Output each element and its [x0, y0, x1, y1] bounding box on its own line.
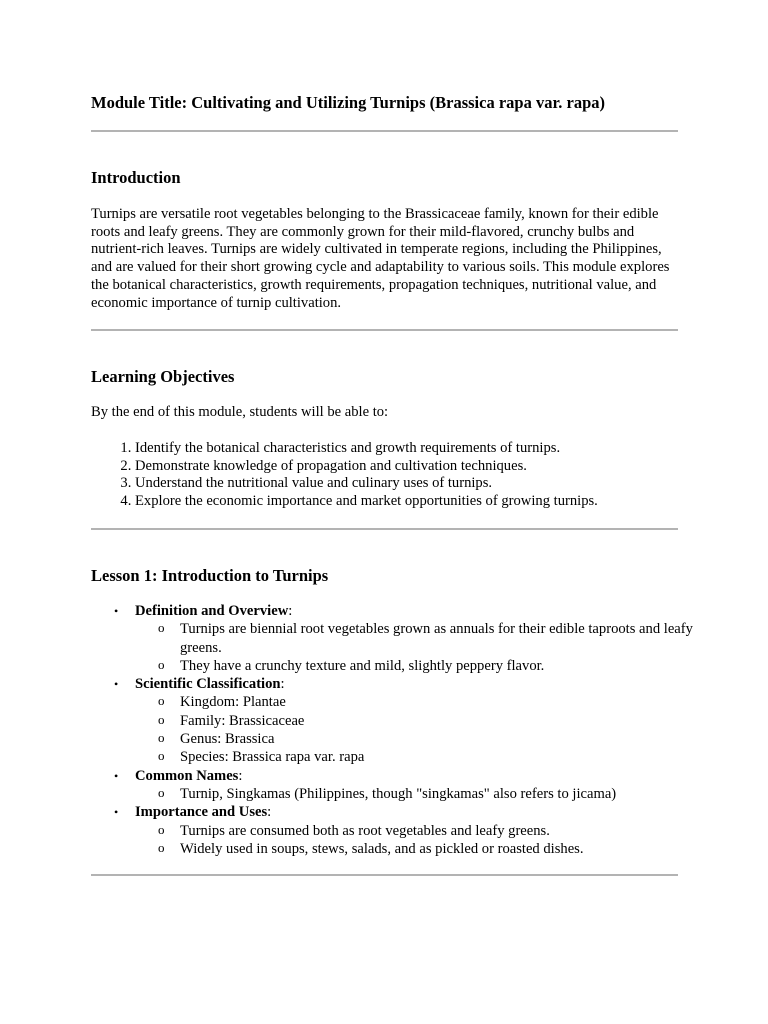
sub-item: [158, 711, 722, 730]
sub-item-text: Genus: Brassica: [180, 731, 275, 748]
sub-item-text: Turnips are biennial root vegetables grown as annuals for their edible taproots and leafy greens.: [180, 621, 693, 656]
sub-item: [158, 748, 722, 766]
lesson-topic: [114, 767, 722, 804]
introduction-text: Turnips are versatile root vegetables belonging to the Brassicaceae family, known for their edible roots and leafy greens. They are commonly grown for their mild-flavored, crunchy bulbs and nutrient-rich leaves. Turnips are widely cultivated in temperate regions, including the Philippines, and are valued for their short growing cycle and adaptability to various soils. This module explores the botanical characteristics, growth requirements, propagation techniques, nutritional value, and economic importance of turnip cultivation.: [91, 206, 670, 311]
bullet-icon: •: [114, 677, 119, 692]
bullet-icon: •: [114, 805, 119, 820]
topic-sublist: [135, 693, 722, 766]
divider: [91, 329, 678, 331]
sub-bullet-icon: o: [158, 693, 165, 709]
divider: [91, 874, 678, 876]
sub-item: [158, 620, 722, 657]
sub-item-text: Family: Brassicaceae: [180, 712, 305, 729]
topic-colon: :: [280, 676, 285, 693]
objective-item: 2. Demonstrate knowledge of propagation and cultivation techniques.: [135, 458, 722, 476]
topic-sublist: [135, 822, 722, 859]
topic-title: Importance and Uses: [135, 804, 268, 821]
sub-item: [158, 821, 722, 840]
sub-item-text: Kingdom: Plantae: [180, 694, 286, 711]
topic-sublist: [135, 785, 722, 803]
sub-bullet-icon: o: [158, 620, 165, 636]
sub-bullet-icon: o: [158, 656, 165, 672]
lesson1-list: [91, 602, 722, 858]
objective-item: 4. Explore the economic importance and market opportunities of growing turnips.: [135, 493, 722, 511]
lesson1-heading: Lesson 1: Introduction to Turnips: [91, 566, 329, 585]
lesson-topic: [114, 602, 722, 675]
sub-item-text: They have a crunchy texture and mild, slightly peppery flavor.: [180, 657, 545, 674]
sub-item-text: Turnip, Singkamas (Philippines, though "singkamas" also refers to jicama): [180, 785, 617, 802]
bullet-icon: •: [114, 768, 119, 783]
objectives-lead: By the end of this module, students will be able to:: [91, 404, 389, 420]
lesson-topic: [114, 675, 722, 766]
divider: [91, 130, 678, 132]
sub-bullet-icon: o: [158, 821, 165, 837]
sub-bullet-icon: o: [158, 784, 165, 800]
topic-title: Common Names: [135, 767, 239, 784]
topic-title: Scientific Classification: [135, 676, 281, 693]
introduction-heading: Introduction: [91, 168, 181, 187]
sub-bullet-icon: o: [158, 730, 165, 746]
sub-item: [158, 730, 722, 748]
topic-colon: :: [288, 603, 293, 619]
sub-item-text: Species: Brassica rapa var. rapa: [180, 749, 365, 766]
topic-colon: :: [267, 804, 272, 821]
sub-item: [158, 656, 722, 675]
objectives-list: [91, 440, 722, 511]
module-title: Module Title: Cultivating and Utilizing Turnips (Brassica rapa var. rapa): [91, 93, 606, 112]
sub-item-text: Widely used in soups, stews, salads, and as pickled or roasted dishes.: [180, 840, 584, 857]
sub-item: [158, 693, 722, 711]
divider: [91, 528, 678, 530]
objective-item: 1. Identify the botanical characteristics and growth requirements of turnips.: [135, 440, 722, 458]
topic-title: Definition and Overview: [135, 603, 289, 619]
sub-item: [158, 839, 722, 858]
sub-bullet-icon: o: [158, 711, 165, 727]
bullet-icon: •: [114, 604, 119, 618]
sub-bullet-icon: o: [158, 748, 165, 764]
sub-item-text: Turnips are consumed both as root vegetables and leafy greens.: [180, 822, 550, 839]
sub-item: [158, 784, 722, 803]
objective-item: 3. Understand the nutritional value and culinary uses of turnips.: [135, 475, 722, 493]
topic-sublist: [135, 620, 722, 675]
sub-bullet-icon: o: [158, 839, 165, 855]
topic-colon: :: [238, 767, 243, 784]
objectives-heading: Learning Objectives: [91, 367, 235, 386]
lesson-topic: [114, 803, 722, 858]
